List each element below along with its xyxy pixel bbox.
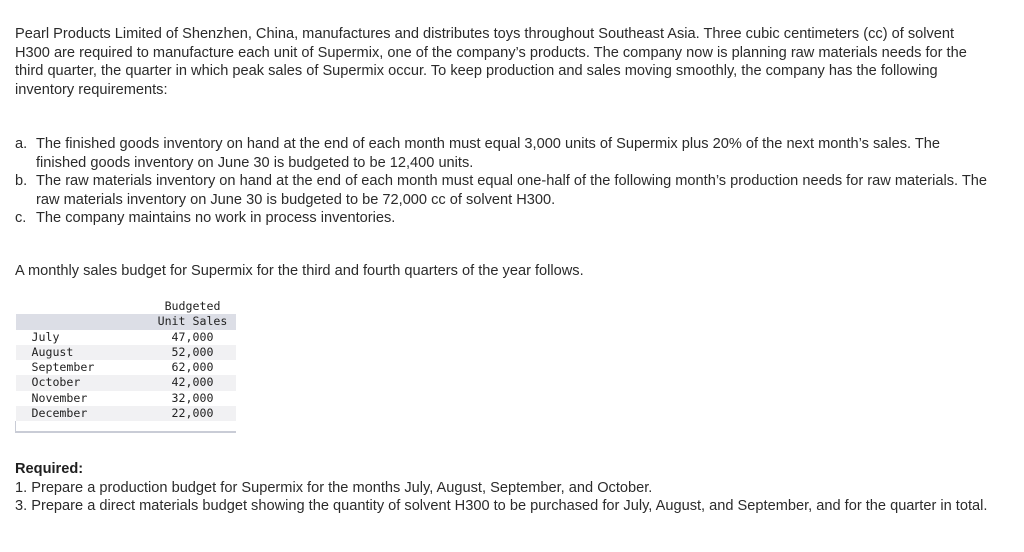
table-corner-cell	[16, 314, 150, 329]
month-cell: October	[16, 375, 150, 390]
requirement-text: The raw materials inventory on hand at the end of each month must equal one-half of the following month’s production needs for raw materials. The raw materials inventory on June 30 is budgeted to be 72,000 cc of solvent H300.	[36, 173, 988, 208]
table-footer-cell	[16, 421, 150, 432]
required-title: Required:	[15, 461, 84, 477]
table-footer	[16, 421, 236, 432]
required-section	[15, 460, 990, 516]
table-footer-cell	[150, 421, 236, 432]
month-cell: November	[16, 391, 150, 406]
requirement-marker: a.	[15, 136, 28, 152]
table-row	[16, 330, 236, 345]
table-row	[16, 391, 236, 406]
table-row	[16, 360, 236, 375]
requirement-marker: c.	[15, 210, 27, 226]
table-row	[16, 406, 236, 421]
requirement-marker: b.	[15, 173, 28, 189]
column-header-line1: Budgeted	[150, 299, 236, 314]
problem-content	[15, 25, 990, 514]
required-item-3: 3. Prepare a direct materials budget showing the quantity of solvent H300 to be purchased for July, August, and September, and for the quarter in total.	[15, 498, 988, 514]
sales-budget-table	[15, 299, 236, 433]
requirement-item-c	[15, 209, 990, 228]
table-row	[16, 375, 236, 390]
requirement-text: The finished goods inventory on hand at the end of each month must equal 3,000 units of Supermix plus 20% of the next month’s sales. The finished goods inventory on June 30 is budgeted to be 12,400 units.	[36, 136, 941, 171]
sales-budget-intro: A monthly sales budget for Supermix for the third and fourth quarters of the year follows.	[15, 263, 584, 279]
units-cell: 42,000	[150, 375, 236, 390]
table-corner-cell	[16, 299, 150, 314]
month-cell: August	[16, 345, 150, 360]
units-cell: 62,000	[150, 360, 236, 375]
inventory-requirements-list	[15, 135, 990, 228]
table-row	[16, 345, 236, 360]
units-cell: 32,000	[150, 391, 236, 406]
required-item-1: 1. Prepare a production budget for Supermix for the months July, August, September, and October.	[15, 479, 653, 496]
column-header-line2: Unit Sales	[150, 314, 236, 329]
intro-paragraph: Pearl Products Limited of Shenzhen, China, manufactures and distributes toys throughout Southeast Asia. Three cubic centimeters (cc) of solvent H300 are required to manufacture each unit of Supermix, one of the company’s products. The company now is planning raw materials needs for the third quarter, the quarter in which peak sales of Supermix occur. To keep production and sales moving smoothly, the company has the following inventory requirements:	[15, 26, 967, 98]
units-cell: 47,000	[150, 330, 236, 345]
requirement-text: The company maintains no work in process inventories.	[36, 210, 396, 226]
requirement-item-a	[15, 135, 990, 172]
month-cell: July	[16, 330, 150, 345]
units-cell: 22,000	[150, 406, 236, 421]
requirement-item-b	[15, 172, 990, 209]
month-cell: September	[16, 360, 150, 375]
units-cell: 52,000	[150, 345, 236, 360]
month-cell: December	[16, 406, 150, 421]
